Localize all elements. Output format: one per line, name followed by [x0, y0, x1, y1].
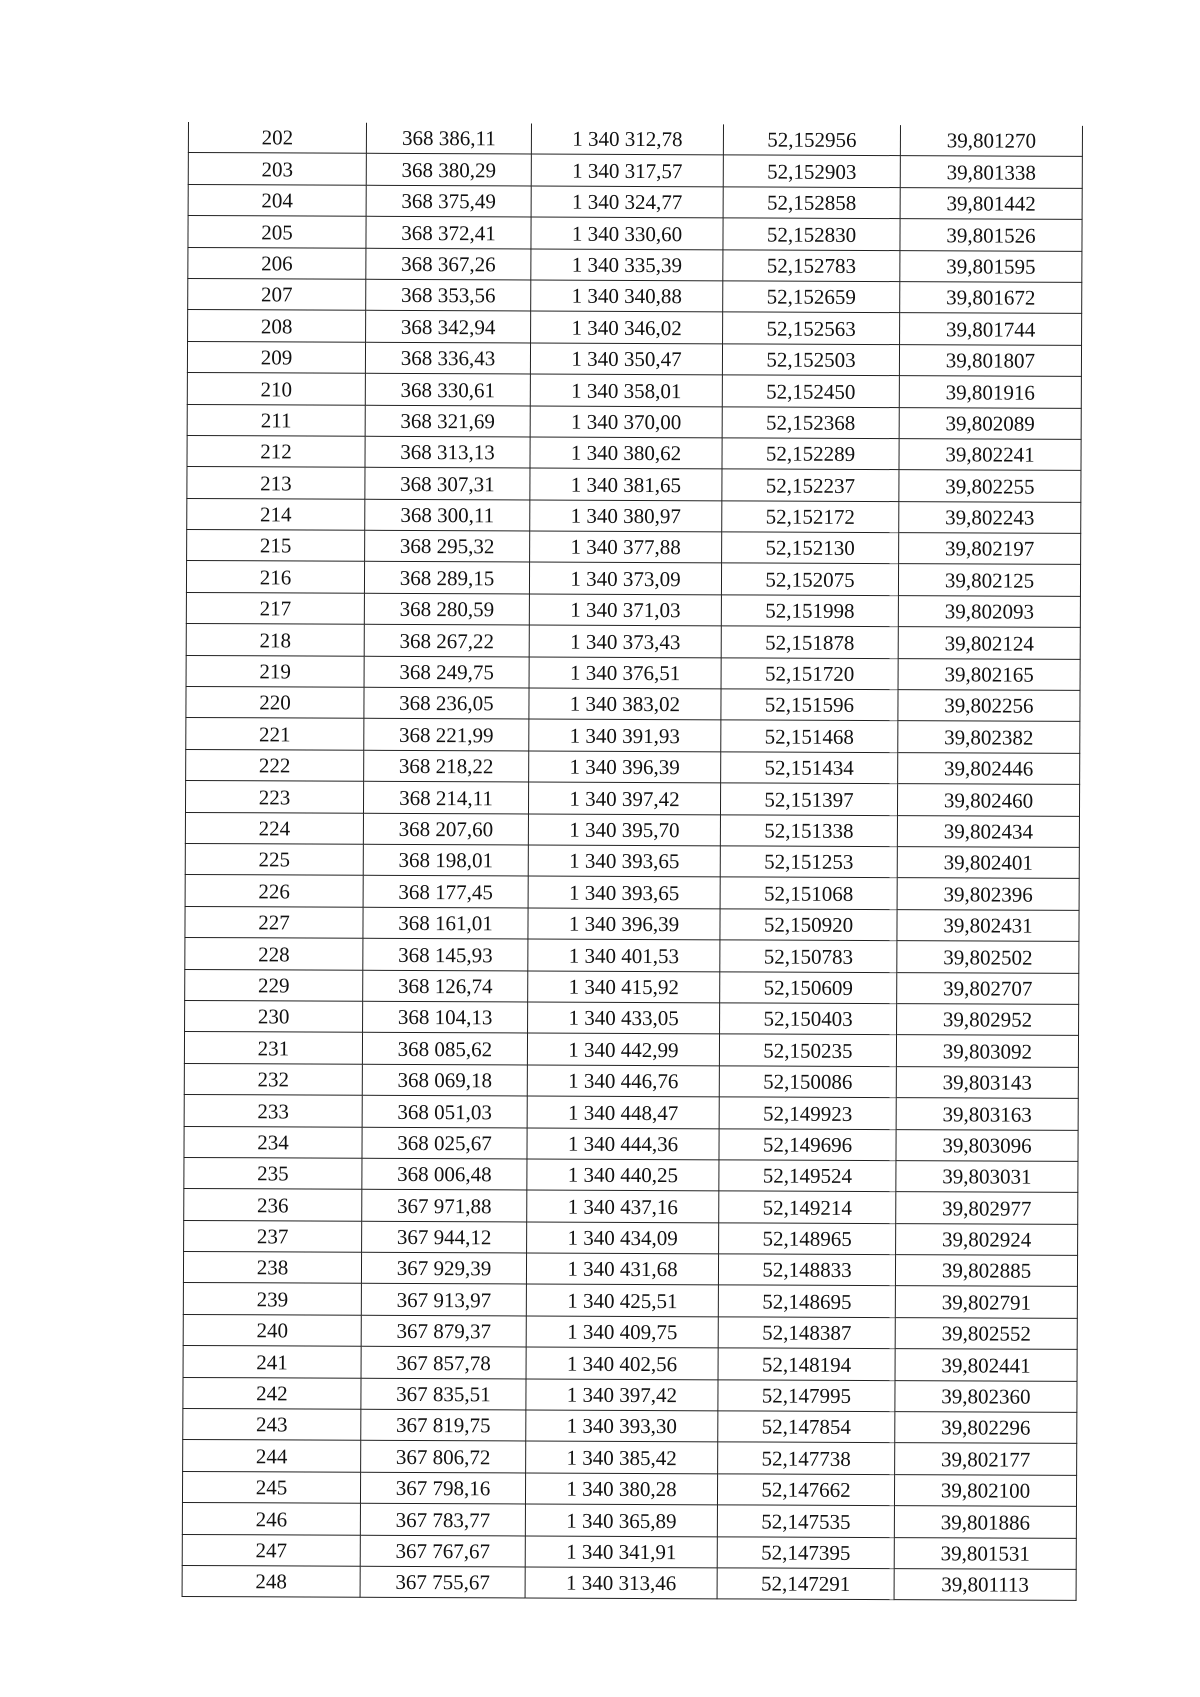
x-coordinate-cell: 368 214,11: [363, 781, 528, 813]
x-coordinate-cell: 368 313,13: [365, 436, 530, 468]
longitude-cell: 39,802552: [895, 1317, 1077, 1349]
x-coordinate-cell: 367 806,72: [361, 1441, 526, 1473]
point-number-cell: 214: [187, 498, 365, 530]
table-row: [185, 843, 1079, 878]
latitude-cell: 52,147995: [718, 1379, 895, 1411]
y-coordinate-cell: 1 340 341,91: [525, 1536, 717, 1568]
x-coordinate-cell: 368 280,59: [364, 593, 529, 625]
y-coordinate-cell: 1 340 393,30: [526, 1410, 718, 1442]
point-number-cell: 237: [184, 1220, 362, 1252]
y-coordinate-cell: 1 340 358,01: [530, 374, 722, 406]
longitude-cell: 39,803031: [896, 1160, 1078, 1192]
y-coordinate-cell: 1 340 448,47: [527, 1096, 719, 1128]
table-row: [187, 373, 1081, 408]
latitude-cell: 52,150235: [719, 1034, 896, 1066]
y-coordinate-cell: 1 340 340,88: [531, 280, 723, 312]
point-number-cell: 205: [188, 216, 366, 248]
y-coordinate-cell: 1 340 330,60: [531, 217, 723, 249]
latitude-cell: 52,150609: [720, 971, 897, 1003]
x-coordinate-cell: 368 342,94: [366, 311, 531, 343]
y-coordinate-cell: 1 340 434,09: [527, 1222, 719, 1254]
x-coordinate-cell: 368 104,13: [363, 1001, 528, 1033]
point-number-cell: 226: [185, 875, 363, 907]
table-row: [186, 592, 1080, 627]
latitude-cell: 52,149696: [719, 1128, 896, 1160]
point-number-cell: 234: [184, 1126, 362, 1158]
longitude-cell: 39,802885: [895, 1255, 1077, 1287]
longitude-cell: 39,801526: [900, 219, 1082, 251]
table-row: [186, 561, 1080, 596]
latitude-cell: 52,149214: [719, 1191, 896, 1223]
latitude-cell: 52,148194: [718, 1348, 895, 1380]
latitude-cell: 52,152830: [723, 218, 900, 250]
longitude-cell: 39,802401: [897, 847, 1079, 879]
latitude-cell: 52,152075: [721, 563, 898, 595]
x-coordinate-cell: 367 971,88: [362, 1190, 527, 1222]
table-row: [183, 1346, 1077, 1381]
latitude-cell: 52,147395: [717, 1536, 894, 1568]
latitude-cell: 52,152237: [722, 469, 899, 501]
y-coordinate-cell: 1 340 431,68: [526, 1253, 718, 1285]
longitude-cell: 39,802977: [896, 1192, 1078, 1224]
longitude-cell: 39,801595: [900, 250, 1082, 282]
table-row: [188, 216, 1082, 251]
longitude-cell: 39,802241: [899, 439, 1081, 471]
y-coordinate-cell: 1 340 373,43: [529, 625, 721, 657]
point-number-cell: 210: [187, 373, 365, 405]
table-row: [186, 624, 1080, 659]
latitude-cell: 52,147854: [718, 1411, 895, 1443]
point-number-cell: 211: [187, 404, 365, 436]
longitude-cell: 39,803096: [896, 1129, 1078, 1161]
x-coordinate-cell: 368 221,99: [364, 719, 529, 751]
y-coordinate-cell: 1 340 380,97: [530, 500, 722, 532]
x-coordinate-cell: 368 321,69: [365, 405, 530, 437]
longitude-cell: 39,802441: [895, 1349, 1077, 1381]
y-coordinate-cell: 1 340 393,65: [528, 845, 720, 877]
latitude-cell: 52,150920: [720, 909, 897, 941]
table-row: [188, 278, 1082, 313]
latitude-cell: 52,151253: [720, 846, 897, 878]
table-row: [182, 1534, 1076, 1569]
latitude-cell: 52,147291: [717, 1568, 894, 1600]
table-row: [187, 467, 1081, 502]
table-row: [182, 1471, 1076, 1506]
latitude-cell: 52,151468: [721, 720, 898, 752]
latitude-cell: 52,152659: [723, 281, 900, 313]
y-coordinate-cell: 1 340 395,70: [528, 814, 720, 846]
longitude-cell: 39,802924: [896, 1223, 1078, 1255]
latitude-cell: 52,148833: [718, 1254, 895, 1286]
point-number-cell: 204: [188, 184, 366, 216]
y-coordinate-cell: 1 340 383,02: [529, 688, 721, 720]
longitude-cell: 39,802382: [898, 721, 1080, 753]
table-row: [182, 1565, 1076, 1600]
y-coordinate-cell: 1 340 385,42: [526, 1441, 718, 1473]
point-number-cell: 242: [183, 1377, 361, 1409]
table-row: [188, 247, 1082, 282]
x-coordinate-cell: 367 755,67: [360, 1566, 525, 1598]
table-row: [183, 1252, 1077, 1287]
table-row: [184, 1189, 1078, 1224]
point-number-cell: 231: [184, 1032, 362, 1064]
coordinates-table: [182, 122, 1083, 1601]
latitude-cell: 52,149524: [719, 1160, 896, 1192]
latitude-cell: 52,151397: [720, 783, 897, 815]
latitude-cell: 52,150086: [719, 1066, 896, 1098]
latitude-cell: 52,151596: [721, 689, 898, 721]
x-coordinate-cell: 368 367,26: [366, 248, 531, 280]
table-row: [185, 781, 1079, 816]
point-number-cell: 229: [185, 969, 363, 1001]
table-row: [184, 1126, 1078, 1161]
table-row: [187, 530, 1081, 565]
latitude-cell: 52,148965: [719, 1222, 896, 1254]
longitude-cell: 39,802177: [895, 1443, 1077, 1475]
y-coordinate-cell: 1 340 370,00: [530, 406, 722, 438]
table-row: [184, 1063, 1078, 1098]
x-coordinate-cell: 367 783,77: [360, 1503, 525, 1535]
y-coordinate-cell: 1 340 365,89: [525, 1504, 717, 1536]
latitude-cell: 52,151338: [720, 814, 897, 846]
longitude-cell: 39,801807: [899, 344, 1081, 376]
y-coordinate-cell: 1 340 376,51: [529, 657, 721, 689]
table-row: [182, 1503, 1076, 1538]
y-coordinate-cell: 1 340 317,57: [531, 154, 723, 186]
x-coordinate-cell: 368 177,45: [363, 876, 528, 908]
point-number-cell: 220: [186, 687, 364, 719]
table-row: [187, 404, 1081, 439]
x-coordinate-cell: 368 161,01: [363, 907, 528, 939]
latitude-cell: 52,152956: [723, 124, 900, 156]
point-number-cell: 207: [188, 278, 366, 310]
latitude-cell: 52,151434: [721, 752, 898, 784]
latitude-cell: 52,152130: [722, 532, 899, 564]
longitude-cell: 39,802952: [897, 1004, 1079, 1036]
x-coordinate-cell: 367 944,12: [362, 1221, 527, 1253]
point-number-cell: 238: [183, 1252, 361, 1284]
y-coordinate-cell: 1 340 335,39: [531, 249, 723, 281]
table-row: [185, 938, 1079, 973]
latitude-cell: 52,152563: [723, 312, 900, 344]
x-coordinate-cell: 367 913,97: [361, 1284, 526, 1316]
table-row: [185, 812, 1079, 847]
point-number-cell: 217: [186, 592, 364, 624]
longitude-cell: 39,802296: [895, 1412, 1077, 1444]
x-coordinate-cell: 368 380,29: [366, 154, 531, 186]
table-row: [183, 1314, 1077, 1349]
latitude-cell: 52,151878: [721, 626, 898, 658]
x-coordinate-cell: 368 289,15: [364, 562, 529, 594]
x-coordinate-cell: 367 819,75: [361, 1409, 526, 1441]
longitude-cell: 39,802431: [897, 909, 1079, 941]
latitude-cell: 52,148695: [718, 1285, 895, 1317]
y-coordinate-cell: 1 340 324,77: [531, 186, 723, 218]
x-coordinate-cell: 368 145,93: [363, 938, 528, 970]
longitude-cell: 39,801916: [899, 376, 1081, 408]
latitude-cell: 52,152368: [722, 406, 899, 438]
point-number-cell: 225: [185, 843, 363, 875]
longitude-cell: 39,802446: [898, 752, 1080, 784]
longitude-cell: 39,802434: [897, 815, 1079, 847]
point-number-cell: 247: [182, 1534, 360, 1566]
x-coordinate-cell: 368 375,49: [366, 185, 531, 217]
y-coordinate-cell: 1 340 444,36: [527, 1127, 719, 1159]
y-coordinate-cell: 1 340 377,88: [530, 531, 722, 563]
latitude-cell: 52,150783: [720, 940, 897, 972]
latitude-cell: 52,147535: [717, 1505, 894, 1537]
table-row: [188, 184, 1082, 219]
latitude-cell: 52,152858: [723, 187, 900, 219]
y-coordinate-cell: 1 340 402,56: [526, 1347, 718, 1379]
x-coordinate-cell: 368 300,11: [365, 499, 530, 531]
latitude-cell: 52,150403: [720, 1003, 897, 1035]
x-coordinate-cell: 368 353,56: [366, 279, 531, 311]
latitude-cell: 52,151068: [720, 877, 897, 909]
latitude-cell: 52,152289: [722, 438, 899, 470]
x-coordinate-cell: 368 372,41: [366, 216, 531, 248]
longitude-cell: 39,802256: [898, 690, 1080, 722]
y-coordinate-cell: 1 340 313,46: [525, 1567, 717, 1599]
longitude-cell: 39,802460: [897, 784, 1079, 816]
table-row: [183, 1283, 1077, 1318]
point-number-cell: 209: [187, 341, 365, 373]
point-number-cell: 206: [188, 247, 366, 279]
table-row: [183, 1377, 1077, 1412]
point-number-cell: 248: [182, 1565, 360, 1597]
table-row: [184, 1095, 1078, 1130]
y-coordinate-cell: 1 340 440,25: [527, 1159, 719, 1191]
longitude-cell: 39,801531: [894, 1537, 1076, 1569]
table-row: [187, 435, 1081, 470]
latitude-cell: 52,148387: [718, 1317, 895, 1349]
x-coordinate-cell: 368 295,32: [365, 530, 530, 562]
longitude-cell: 39,803092: [896, 1035, 1078, 1067]
longitude-cell: 39,802255: [899, 470, 1081, 502]
x-coordinate-cell: 368 025,67: [362, 1127, 527, 1159]
table-row: [185, 906, 1079, 941]
x-coordinate-cell: 368 307,31: [365, 468, 530, 500]
table-row: [185, 969, 1079, 1004]
longitude-cell: 39,803143: [896, 1066, 1078, 1098]
longitude-cell: 39,802093: [898, 595, 1080, 627]
y-coordinate-cell: 1 340 409,75: [526, 1316, 718, 1348]
y-coordinate-cell: 1 340 415,92: [528, 971, 720, 1003]
x-coordinate-cell: 368 051,03: [362, 1095, 527, 1127]
latitude-cell: 52,151998: [721, 595, 898, 627]
point-number-cell: 241: [183, 1346, 361, 1378]
x-coordinate-cell: 368 006,48: [362, 1158, 527, 1190]
longitude-cell: 39,802124: [898, 627, 1080, 659]
point-number-cell: 223: [185, 781, 363, 813]
table-row: [188, 153, 1082, 188]
x-coordinate-cell: 368 330,61: [365, 373, 530, 405]
x-coordinate-cell: 367 857,78: [361, 1347, 526, 1379]
table-row: [183, 1409, 1077, 1444]
table-row: [186, 655, 1080, 690]
point-number-cell: 224: [185, 812, 363, 844]
y-coordinate-cell: 1 340 433,05: [528, 1002, 720, 1034]
longitude-cell: 39,802707: [897, 972, 1079, 1004]
x-coordinate-cell: 367 879,37: [361, 1315, 526, 1347]
latitude-cell: 52,152450: [722, 375, 899, 407]
y-coordinate-cell: 1 340 380,28: [525, 1473, 717, 1505]
longitude-cell: 39,802165: [898, 658, 1080, 690]
table-row: [188, 310, 1082, 345]
x-coordinate-cell: 368 386,11: [366, 123, 531, 155]
point-number-cell: 219: [186, 655, 364, 687]
point-number-cell: 240: [183, 1314, 361, 1346]
x-coordinate-cell: 367 767,67: [360, 1535, 525, 1567]
longitude-cell: 39,802197: [899, 533, 1081, 565]
table-row: [184, 1032, 1078, 1067]
y-coordinate-cell: 1 340 380,62: [530, 437, 722, 469]
point-number-cell: 246: [182, 1503, 360, 1535]
longitude-cell: 39,802502: [897, 941, 1079, 973]
point-number-cell: 227: [185, 906, 363, 938]
latitude-cell: 52,149923: [719, 1097, 896, 1129]
x-coordinate-cell: 368 126,74: [363, 970, 528, 1002]
point-number-cell: 235: [184, 1157, 362, 1189]
point-number-cell: 228: [185, 938, 363, 970]
table-row: [183, 1440, 1077, 1475]
point-number-cell: 212: [187, 435, 365, 467]
latitude-cell: 52,152783: [723, 249, 900, 281]
point-number-cell: 230: [185, 1000, 363, 1032]
y-coordinate-cell: 1 340 346,02: [531, 311, 723, 343]
longitude-cell: 39,801442: [900, 187, 1082, 219]
point-number-cell: 243: [183, 1409, 361, 1441]
table-row: [185, 1000, 1079, 1035]
table-row: [187, 498, 1081, 533]
longitude-cell: 39,801338: [900, 156, 1082, 188]
y-coordinate-cell: 1 340 397,42: [526, 1379, 718, 1411]
y-coordinate-cell: 1 340 437,16: [527, 1190, 719, 1222]
point-number-cell: 221: [186, 718, 364, 750]
table-row: [184, 1220, 1078, 1255]
point-number-cell: 233: [184, 1095, 362, 1127]
point-number-cell: 215: [187, 530, 365, 562]
x-coordinate-cell: 367 929,39: [361, 1252, 526, 1284]
table-row: [187, 341, 1081, 376]
point-number-cell: 216: [186, 561, 364, 593]
table-row: [188, 122, 1082, 157]
longitude-cell: 39,803163: [896, 1098, 1078, 1130]
y-coordinate-cell: 1 340 312,78: [531, 123, 723, 155]
x-coordinate-cell: 368 218,22: [364, 750, 529, 782]
latitude-cell: 52,152172: [722, 501, 899, 533]
y-coordinate-cell: 1 340 373,09: [529, 562, 721, 594]
x-coordinate-cell: 367 835,51: [361, 1378, 526, 1410]
y-coordinate-cell: 1 340 396,39: [529, 751, 721, 783]
y-coordinate-cell: 1 340 393,65: [528, 876, 720, 908]
longitude-cell: 39,802396: [897, 878, 1079, 910]
table-row: [186, 687, 1080, 722]
y-coordinate-cell: 1 340 397,42: [528, 782, 720, 814]
longitude-cell: 39,801886: [894, 1506, 1076, 1538]
longitude-cell: 39,802125: [898, 564, 1080, 596]
longitude-cell: 39,802791: [895, 1286, 1077, 1318]
y-coordinate-cell: 1 340 381,65: [530, 468, 722, 500]
y-coordinate-cell: 1 340 371,03: [529, 594, 721, 626]
longitude-cell: 39,801672: [900, 282, 1082, 314]
point-number-cell: 244: [183, 1440, 361, 1472]
y-coordinate-cell: 1 340 442,99: [527, 1033, 719, 1065]
x-coordinate-cell: 368 249,75: [364, 656, 529, 688]
x-coordinate-cell: 368 336,43: [365, 342, 530, 374]
table-row: [186, 718, 1080, 753]
longitude-cell: 39,801744: [900, 313, 1082, 345]
point-number-cell: 222: [186, 749, 364, 781]
point-number-cell: 213: [187, 467, 365, 499]
coordinates-table-body: [182, 122, 1082, 1601]
y-coordinate-cell: 1 340 401,53: [528, 939, 720, 971]
x-coordinate-cell: 368 198,01: [363, 844, 528, 876]
table-row: [186, 749, 1080, 784]
longitude-cell: 39,802243: [899, 501, 1081, 533]
table-row: [185, 875, 1079, 910]
longitude-cell: 39,801270: [900, 125, 1082, 157]
x-coordinate-cell: 367 798,16: [360, 1472, 525, 1504]
y-coordinate-cell: 1 340 396,39: [528, 908, 720, 940]
point-number-cell: 236: [184, 1189, 362, 1221]
y-coordinate-cell: 1 340 446,76: [527, 1065, 719, 1097]
y-coordinate-cell: 1 340 350,47: [530, 343, 722, 375]
x-coordinate-cell: 368 069,18: [362, 1064, 527, 1096]
table-row: [184, 1157, 1078, 1192]
y-coordinate-cell: 1 340 425,51: [526, 1284, 718, 1316]
latitude-cell: 52,147738: [718, 1442, 895, 1474]
y-coordinate-cell: 1 340 391,93: [529, 719, 721, 751]
latitude-cell: 52,152903: [723, 155, 900, 187]
x-coordinate-cell: 368 236,05: [364, 687, 529, 719]
point-number-cell: 232: [184, 1063, 362, 1095]
point-number-cell: 239: [183, 1283, 361, 1315]
latitude-cell: 52,151720: [721, 657, 898, 689]
latitude-cell: 52,147662: [717, 1474, 894, 1506]
point-number-cell: 208: [188, 310, 366, 342]
longitude-cell: 39,801113: [894, 1569, 1076, 1601]
point-number-cell: 202: [188, 122, 366, 154]
point-number-cell: 203: [188, 153, 366, 185]
longitude-cell: 39,802089: [899, 407, 1081, 439]
point-number-cell: 245: [182, 1471, 360, 1503]
point-number-cell: 218: [186, 624, 364, 656]
x-coordinate-cell: 368 267,22: [364, 625, 529, 657]
x-coordinate-cell: 368 207,60: [363, 813, 528, 845]
longitude-cell: 39,802100: [894, 1474, 1076, 1506]
latitude-cell: 52,152503: [722, 344, 899, 376]
longitude-cell: 39,802360: [895, 1380, 1077, 1412]
x-coordinate-cell: 368 085,62: [362, 1033, 527, 1065]
